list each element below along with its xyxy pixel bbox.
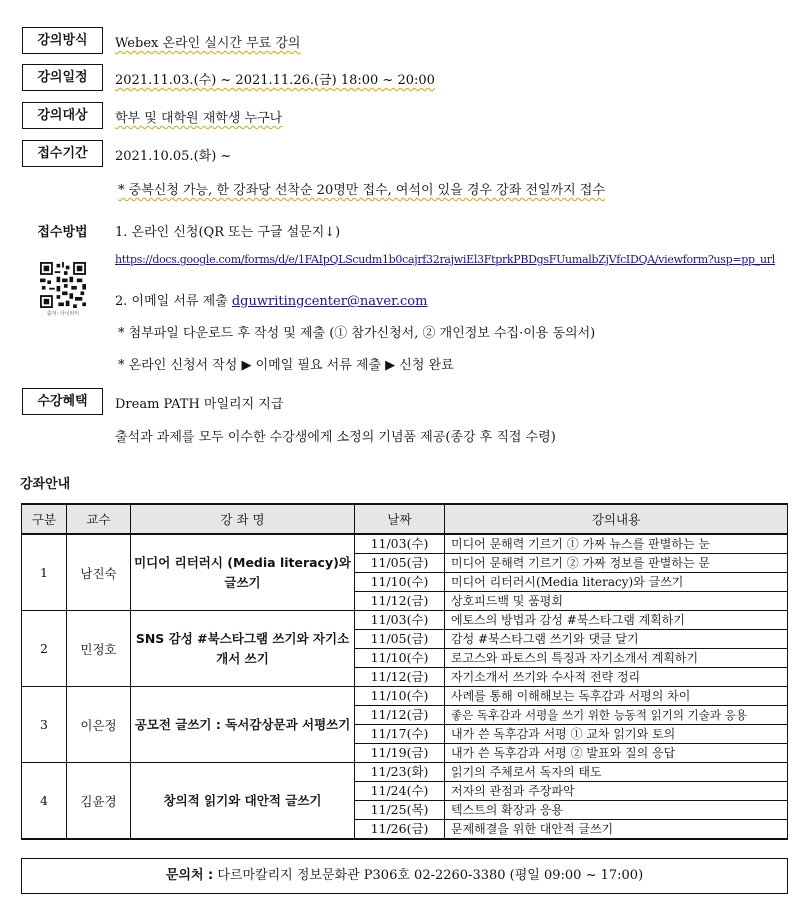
course-title: 창의적 읽기와 대안적 글쓰기	[131, 763, 355, 840]
lecture-content: 좋은 독후감과 서평을 쓰기 위한 능동적 읽기의 기술과 응용	[445, 706, 788, 725]
header-group: 구분	[22, 504, 67, 534]
course-title: 미디어 리터러시 (Media literacy)와 글쓰기	[131, 534, 355, 611]
lecture-content: 자기소개서 쓰기와 수사적 전략 정리	[445, 668, 788, 687]
lecture-date: 11/25(목)	[355, 801, 445, 820]
schedule-value: 2021.11.03.(수) ~ 2021.11.26.(금) 18:00 ~ 20:00	[115, 73, 435, 88]
label-target: 강의대상	[22, 102, 103, 129]
apply-note-2: * 온라인 신청서 작성 ▶ 이메일 필요 서류 제출 ▶ 신청 완료	[118, 358, 454, 373]
table-row	[22, 611, 788, 630]
lecture-content: 문제해결을 위한 대안적 글쓰기	[445, 820, 788, 840]
label-benefit: 수강혜택	[22, 388, 103, 415]
table-row	[22, 534, 788, 554]
lecture-content: 미디어 문해력 기르기 ② 가짜 정보를 판별하는 문	[445, 554, 788, 573]
lecture-content: 감성 #북스타그램 쓰기와 댓글 달기	[445, 630, 788, 649]
lecture-date: 11/03(수)	[355, 611, 445, 630]
lecture-content: 저자의 관점과 주장파악	[445, 782, 788, 801]
lecture-content: 상호피드백 및 품평회	[445, 592, 788, 611]
table-row	[22, 763, 788, 782]
lecture-date: 11/23(화)	[355, 763, 445, 782]
label-method: 강의방식	[22, 27, 103, 54]
course-section-title: 강좌안내	[20, 477, 71, 492]
professor-name: 이은정	[67, 687, 131, 763]
group-number: 1	[22, 534, 67, 611]
professor-name: 민정호	[67, 611, 131, 687]
lecture-date: 11/12(금)	[355, 706, 445, 725]
course-title: 공모전 글쓰기 : 독서감상문과 서평쓰기	[131, 687, 355, 763]
label-apply: 접수방법	[37, 225, 88, 240]
table-row	[22, 687, 788, 706]
lecture-date: 11/10(수)	[355, 687, 445, 706]
label-period: 접수기간	[22, 140, 103, 167]
apply-online: 1. 온라인 신청(QR 또는 구글 설문지↓)	[115, 225, 341, 240]
header-prof: 교수	[67, 504, 131, 534]
qr-code-icon	[40, 262, 86, 308]
lecture-date: 11/12(금)	[355, 668, 445, 687]
period-value: 2021.10.05.(화) ~	[115, 149, 232, 164]
lecture-date: 11/12(금)	[355, 592, 445, 611]
lecture-date: 11/17(수)	[355, 725, 445, 744]
lecture-date: 11/10(수)	[355, 573, 445, 592]
lecture-content: 내가 쓴 독후감과 서평 ① 교차 읽기와 토의	[445, 725, 788, 744]
benefit-line-1: Dream PATH 마일리지 지급	[115, 397, 284, 412]
lecture-date: 11/10(수)	[355, 649, 445, 668]
contact-box	[21, 858, 788, 894]
lecture-date: 11/03(수)	[355, 534, 445, 554]
lecture-date: 11/24(수)	[355, 782, 445, 801]
lecture-date: 11/26(금)	[355, 820, 445, 840]
lecture-date: 11/19(금)	[355, 744, 445, 763]
label-schedule: 강의일정	[22, 64, 103, 91]
header-date: 날짜	[355, 504, 445, 534]
professor-name: 김윤경	[67, 763, 131, 840]
lecture-content: 로고스와 파토스의 특징과 자기소개서 계획하기	[445, 649, 788, 668]
apply-note-1: * 첨부파일 다운로드 후 작성 및 제출 (① 참가신청서, ② 개인정보 수집·이용 동의서)	[118, 326, 596, 341]
qr-caption: 출처: 아이러미	[46, 311, 80, 317]
contact-label: 문의처 :	[165, 868, 214, 883]
apply-form-link[interactable]: https://docs.google.com/forms/d/e/1FAIpQLScudm1b0cajrf32rajwiEl3FtprkPBDgsFUumalbZjVfcIDQA/viewform?usp=pp_url	[115, 253, 775, 266]
professor-name: 남진숙	[67, 534, 131, 611]
period-note: * 중복신청 가능, 한 강좌당 선착순 20명만 접수, 여석이 있을 경우 강좌 전일까지 접수	[118, 183, 605, 198]
lecture-date: 11/05(금)	[355, 554, 445, 573]
target-value: 학부 및 대학원 재학생 누구나	[115, 111, 283, 126]
contact-value: 다르마칼리지 정보문화관 P306호 02-2260-3380 (평일 09:00 ~ 17:00)	[217, 868, 644, 883]
lecture-content: 미디어 리터러시(Media literacy)와 글쓰기	[445, 573, 788, 592]
apply-email-line	[115, 290, 427, 309]
lecture-content: 사례를 통해 이해해보는 독후감과 서평의 차이	[445, 687, 788, 706]
lecture-content: 내가 쓴 독후감과 서평 ② 발표와 질의 응답	[445, 744, 788, 763]
lecture-date: 11/05(금)	[355, 630, 445, 649]
table-header-row	[22, 504, 788, 534]
lecture-content: 텍스트의 확장과 응용	[445, 801, 788, 820]
lecture-content: 미디어 문해력 기르기 ① 가짜 뉴스를 판별하는 눈	[445, 534, 788, 554]
group-number: 4	[22, 763, 67, 840]
course-title: SNS 감성 #북스타그램 쓰기와 자기소개서 쓰기	[131, 611, 355, 687]
group-number: 3	[22, 687, 67, 763]
header-title: 강 좌 명	[131, 504, 355, 534]
course-table	[21, 503, 788, 840]
benefit-line-2: 출석과 과제를 모두 이수한 수강생에게 소정의 기념품 제공(종강 후 직접 수령)	[115, 430, 556, 445]
lecture-content: 읽기의 주체로서 독자의 태도	[445, 763, 788, 782]
apply-email-prefix: 2. 이메일 서류 제출	[115, 294, 228, 309]
header-content: 강의내용	[445, 504, 788, 534]
lecture-content: 에토스의 방법과 감성 #북스타그램 계획하기	[445, 611, 788, 630]
group-number: 2	[22, 611, 67, 687]
apply-email-link[interactable]: dguwritingcenter@naver.com	[231, 294, 428, 309]
method-value: Webex 온라인 실시간 무료 강의	[115, 36, 301, 51]
